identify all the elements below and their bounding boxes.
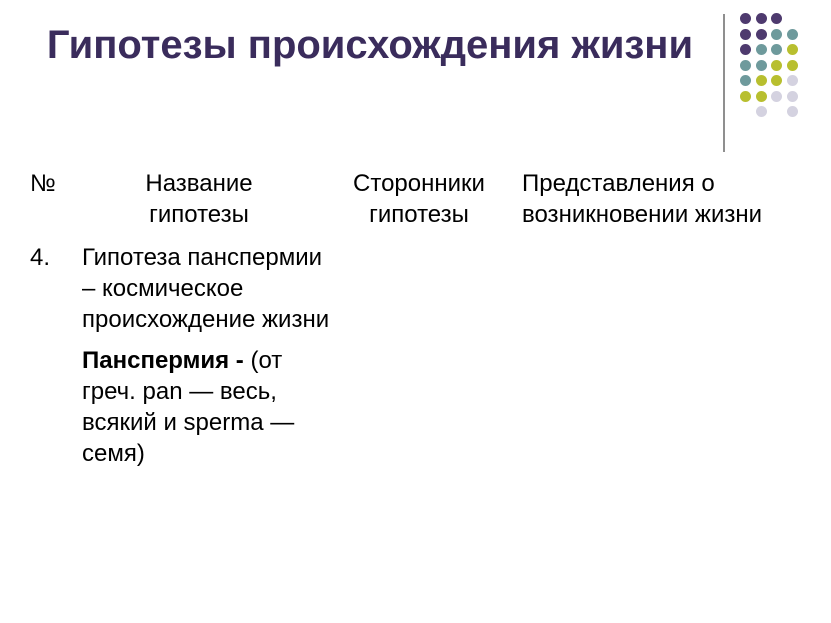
decorative-dot [771,13,782,24]
panspermia-term: Панспермия - [82,347,244,374]
decorative-dot [756,75,767,86]
decorative-dot [756,60,767,71]
decorative-dot [787,60,798,71]
decorative-dot [771,60,782,71]
decorative-dot [756,44,767,55]
header-hypothesis-name: Название гипотезы [145,170,253,228]
decorative-dot [787,44,798,55]
decorative-dot-grid [0,0,831,160]
header-supporters: Сторонники гипотезы [353,170,485,228]
decorative-dot [740,91,751,102]
panspermia-etymology: (от греч. pan — весь, всякий и sperma — семя) [82,347,295,467]
decorative-dot [740,60,751,71]
decorative-dot [740,13,751,24]
decorative-dot [771,91,782,102]
slide-title: Гипотезы происхождения жизни [46,23,694,67]
decorative-dot [740,75,751,86]
panspermia-definition [82,345,332,469]
decorative-dot [756,106,767,117]
hypothesis-cell [82,242,332,469]
header-life-origin-ideas: Представления о возникновении жизни [522,170,763,228]
decorative-dot [740,29,751,40]
decorative-dot [756,13,767,24]
decorative-dot [771,29,782,40]
decorative-dot [787,75,798,86]
decorative-dot [756,29,767,40]
decorative-dot [771,44,782,55]
decorative-dot [787,106,798,117]
decorative-dot [771,75,782,86]
decorative-dot [787,29,798,40]
decorative-dot [756,91,767,102]
decorative-dot [740,44,751,55]
decorative-dot [787,91,798,102]
hypothesis-name: Гипотеза панспермии – космическое происхождение жизни [82,244,330,333]
row-number: 4. [30,244,51,271]
header-number: № [30,170,56,197]
